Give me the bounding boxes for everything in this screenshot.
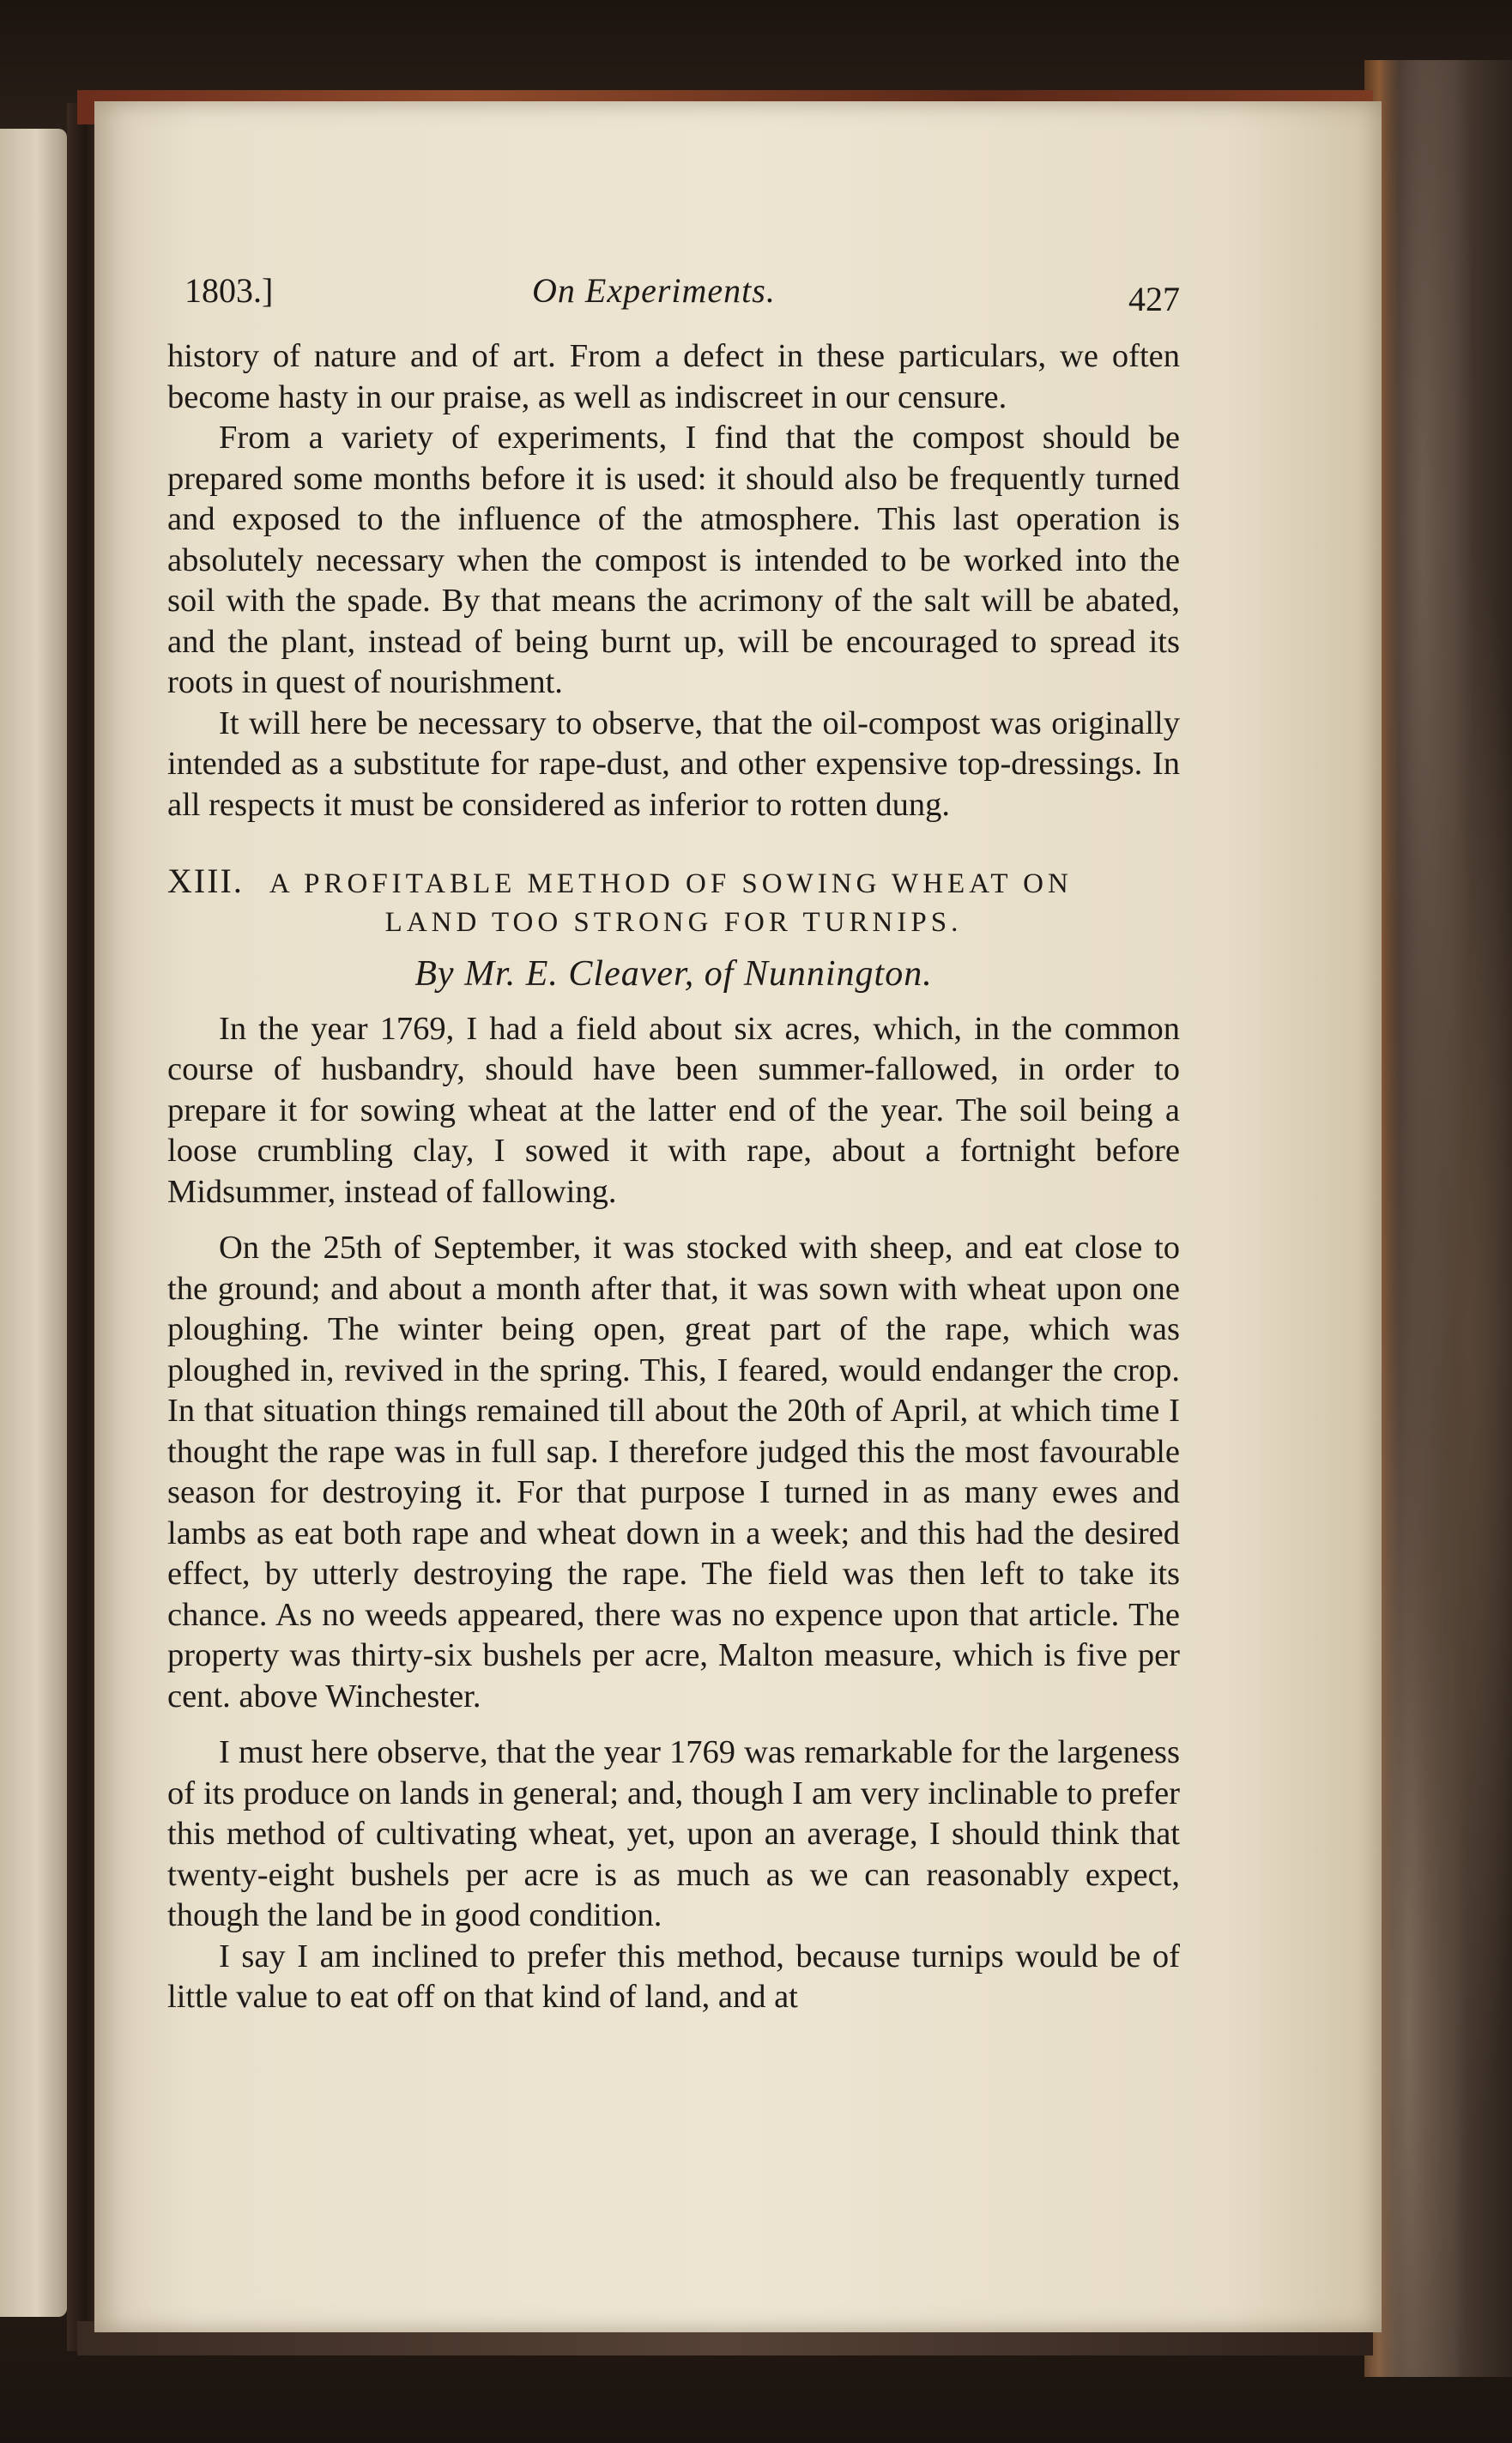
- paragraph: In the year 1769, I had a field about six acres, which, in the common course of husbandry, should have been summer-fallowed, in order to prepare it for sowing wheat at the latter end of the year. The soil being a loose crumbling clay, I sowed it with rape, about a fortnight before Midsummer, instead of fallowing.: [167, 1010, 1180, 1210]
- paragraph: On the 25th of September, it was stocked with sheep, and eat close to the ground; and about a month after that, it was sown with wheat upon one ploughing. The winter being open, great part of the rape, which was ploughed in, revived in the spring. This, I feared, would endanger the crop. In that situation things remained till about the 20th of April, at which time I thought the rape was in full sap. I therefore judged this the most favourable season for destroying it. For that purpose I turned in as many ewes and lambs as eat both rape and wheat down in a week; and this had the desired effect, by utterly destroying the rape. The field was then left to take its chance. As no weeds appeared, there was no expence upon that article. The property was thirty-six bushels per acre, Malton measure, which is five per cent. above Winchester.: [167, 1230, 1180, 1714]
- section-heading: [167, 862, 1180, 904]
- running-header: [184, 270, 1180, 322]
- facing-page-edge: [0, 129, 67, 2317]
- header-date: 1803.]: [184, 271, 274, 310]
- paragraph: From a variety of experiments, I find that the compost should be prepared some months before it is used: it should also be frequently turned and exposed to the influence of the atmosphere. This last operation is absolutely necessary when the compost is intended to be worked into the soil with the spade. By that means the acrimony of the salt will be abated, and the plant, instead of being burnt up, will be encouraged to spread its roots in quest of nourishment.: [167, 420, 1180, 700]
- marbled-cover: [1364, 60, 1512, 2377]
- section-heading-line2: LAND TOO STRONG FOR TURNIPS.: [384, 907, 963, 938]
- book-spine: [67, 103, 98, 2351]
- section-heading-line1: A PROFITABLE METHOD OF SOWING WHEAT ON: [269, 868, 1073, 899]
- paragraph: I must here observe, that the year 1769 was remarkable for the largeness of its produce on lands in general; and, though I am very inclinable to prefer this method of cultivating wheat, yet, upon an average, I should think that twenty-eight bushels per acre is as much as we can reasonably expect, though the land be in good condition.: [167, 1734, 1180, 1933]
- author-byline: By Mr. E. Cleaver, of Nunnington.: [414, 954, 933, 994]
- paragraph: It will here be necessary to observe, that the oil-compost was originally intended as a substitute for rape-dust, and other expensive top-dressings. In all respects it must be considered as inferior to rotten dung.: [167, 704, 1180, 823]
- section-number: XIII.: [167, 862, 244, 900]
- page-body: [167, 336, 1180, 2018]
- paragraph: history of nature and of art. From a defect in these particulars, we often become hasty in our praise, as well as indiscreet in our censure.: [167, 338, 1180, 415]
- page-number: 427: [1128, 280, 1180, 318]
- paragraph: I say I am inclined to prefer this method, because turnips would be of little value to eat off on that kind of land, and at: [167, 1938, 1180, 2015]
- header-title: On Experiments.: [532, 271, 776, 310]
